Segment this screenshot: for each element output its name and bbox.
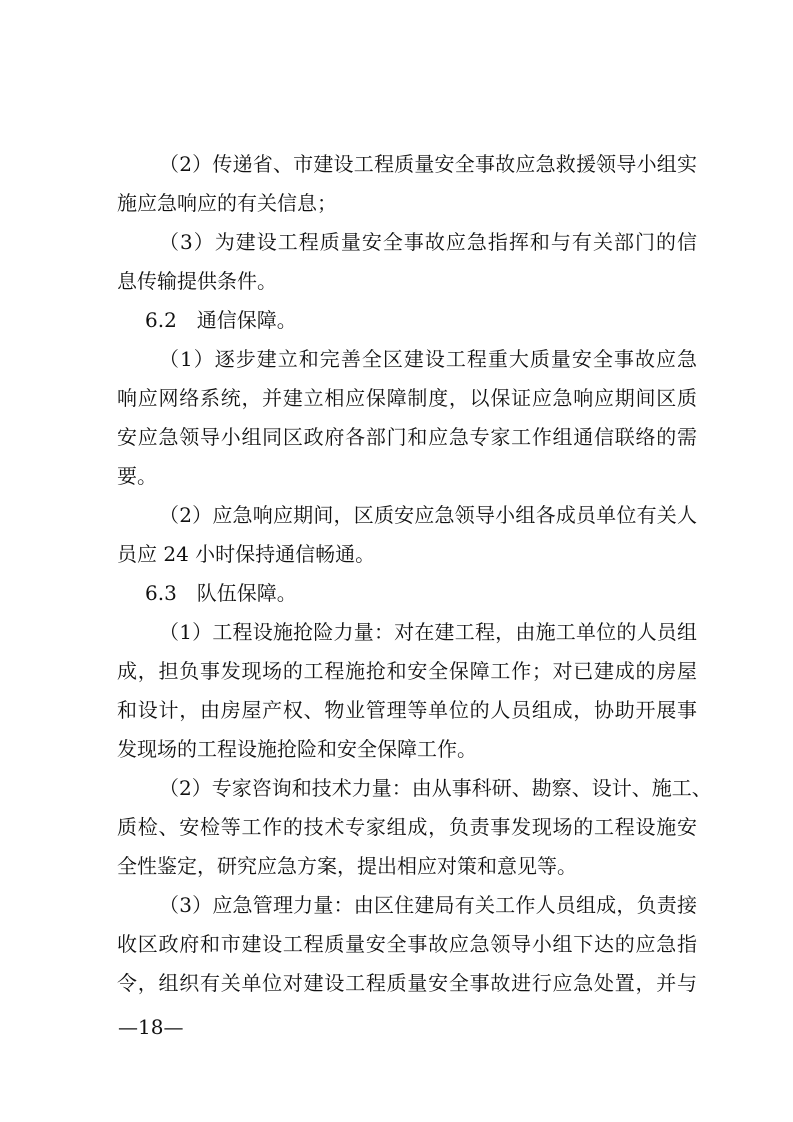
section-heading: 6.3 队伍保障。: [145, 581, 297, 605]
paragraph-line: 收区政府和市建设工程质量安全事故应急领导小组下达的应急指: [117, 932, 697, 956]
paragraph-line: （1）工程设施抢险力量：对在建工程，由施工单位的人员组: [159, 620, 697, 644]
paragraph-line: 和设计，由房屋产权、物业管理等单位的人员组成，协助开展事: [117, 698, 697, 722]
page-number: —18—: [118, 1015, 184, 1039]
section-heading: 6.2 通信保障。: [145, 308, 297, 332]
paragraph-line: （1）逐步建立和完善全区建设工程重大质量安全事故应急: [159, 347, 697, 371]
paragraph-line: （2）专家咨询和技术力量：由从事科研、勘察、设计、施工、: [159, 776, 712, 800]
paragraph-line: （3）应急管理力量：由区住建局有关工作人员组成，负责接: [159, 893, 697, 917]
paragraph-line: 施应急响应的有关信息；: [117, 191, 337, 215]
paragraph-line: 安应急领导小组同区政府各部门和应急专家工作组通信联络的需: [117, 425, 697, 449]
paragraph-line: （2）应急响应期间，区质安应急领导小组各成员单位有关人: [159, 503, 697, 527]
paragraph-line: 响应网络系统，并建立相应保障制度，以保证应急响应期间区质: [117, 386, 697, 410]
paragraph-line: 质检、安检等工作的技术专家组成，负责事发现场的工程设施安: [117, 815, 697, 839]
paragraph-line: （3）为建设工程质量安全事故应急指挥和与有关部门的信: [159, 230, 697, 254]
paragraph-line: 全性鉴定，研究应急方案，提出相应对策和意见等。: [117, 854, 577, 878]
paragraph-line: 息传输提供条件。: [117, 269, 277, 293]
paragraph-line: 员应 24 小时保持通信畅通。: [117, 542, 376, 566]
paragraph-line: 令，组织有关单位对建设工程质量安全事故进行应急处置，并与: [117, 971, 697, 995]
paragraph-line: 成，担负事发现场的工程施抢和安全保障工作；对已建成的房屋: [117, 659, 697, 683]
paragraph-line: 发现场的工程设施抢险和安全保障工作。: [117, 737, 477, 761]
paragraph-line: 要。: [117, 464, 157, 488]
paragraph-line: （2）传递省、市建设工程质量安全事故应急救援领导小组实: [159, 152, 697, 176]
